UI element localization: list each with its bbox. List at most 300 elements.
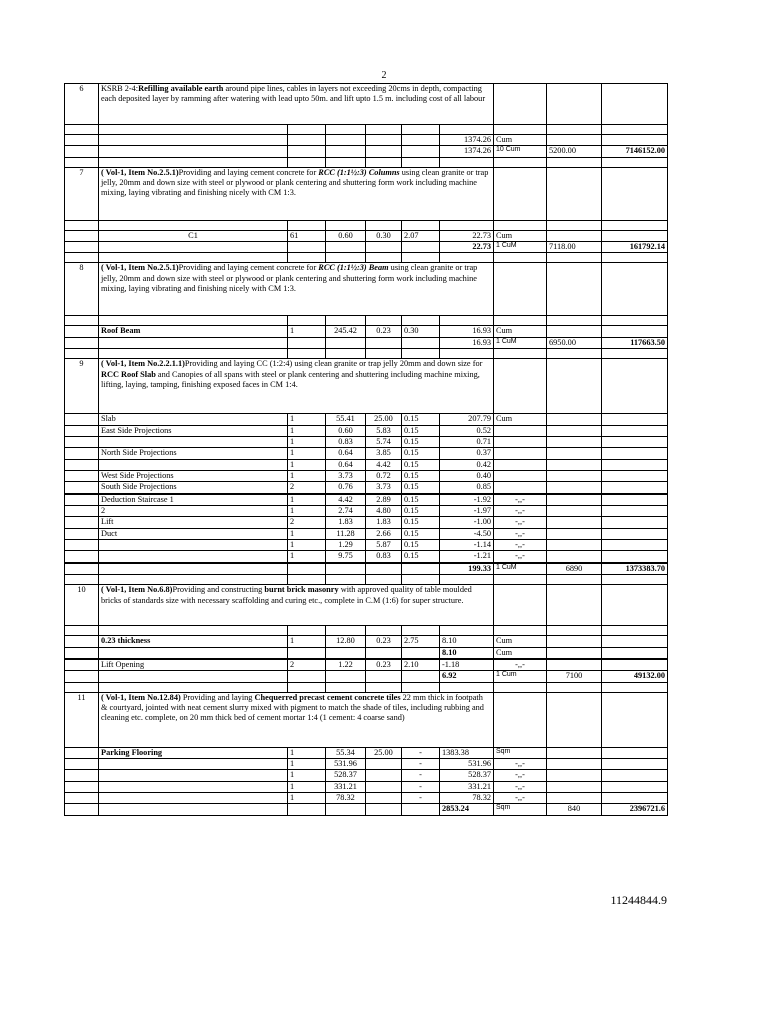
description-segment: ( Vol-1, Item No.2.5.1) xyxy=(101,263,179,273)
breadth-cell: 5.83 xyxy=(366,425,402,436)
rate-cell: 6950.00 xyxy=(547,337,602,348)
row-label: Roof Beam xyxy=(99,326,288,337)
breadth-cell: 0.30 xyxy=(366,230,402,241)
depth-cell: 0.15 xyxy=(402,506,440,517)
spacer-cell xyxy=(602,220,668,230)
breadth-cell xyxy=(366,146,402,157)
no-cell xyxy=(65,253,99,263)
amount-cell xyxy=(602,414,668,425)
spacer-cell xyxy=(547,349,602,359)
nos-cell xyxy=(288,563,326,575)
no-cell xyxy=(65,157,99,167)
breadth-cell xyxy=(366,647,402,658)
spacer-cell xyxy=(326,626,366,636)
spacer-cell xyxy=(402,157,440,167)
item-7-measurement-row xyxy=(65,242,668,253)
amount-cell xyxy=(602,436,668,447)
breadth-cell xyxy=(366,135,402,146)
spacer-cell xyxy=(366,349,402,359)
amount-cell xyxy=(602,770,668,781)
spacer-cell xyxy=(99,349,288,359)
spacer-cell xyxy=(402,253,440,263)
description-segment: burnt brick masonry xyxy=(264,585,339,595)
row-label xyxy=(99,146,288,157)
amount-cell xyxy=(602,326,668,337)
depth-cell xyxy=(402,804,440,815)
spacer-cell xyxy=(494,682,547,692)
description-segment: Providing and laying xyxy=(180,692,255,702)
spacer-cell xyxy=(602,682,668,692)
spacer-cell xyxy=(366,157,402,167)
row-label: South Side Projections xyxy=(99,482,288,493)
spacer-cell xyxy=(99,125,288,135)
unit-cell xyxy=(494,470,547,481)
length-cell: 528.37 xyxy=(326,770,366,781)
breadth-cell: 0.72 xyxy=(366,470,402,481)
unit-cell: Cum xyxy=(494,326,547,337)
spacer-cell xyxy=(288,316,326,326)
item-description xyxy=(99,84,494,125)
breadth-cell: 25.00 xyxy=(366,414,402,425)
quantity-cell: 8.10 xyxy=(440,647,494,658)
spacer-cell xyxy=(602,157,668,167)
amount-cell xyxy=(602,517,668,528)
nos-cell: 61 xyxy=(288,230,326,241)
rate-cell xyxy=(547,540,602,551)
nos-cell: 1 xyxy=(288,494,326,505)
rate-cell: 840 xyxy=(547,804,602,815)
breadth-cell: 2.89 xyxy=(366,494,402,505)
breadth-cell xyxy=(366,671,402,682)
rate-cell xyxy=(547,781,602,792)
depth-cell: 2.07 xyxy=(402,230,440,241)
breadth-cell: 0.23 xyxy=(366,326,402,337)
spacer-cell xyxy=(494,220,547,230)
breadth-cell: 25.00 xyxy=(366,747,402,758)
amount-cell xyxy=(602,482,668,493)
item-8-measurement-row xyxy=(65,326,668,337)
item-11-measurement-row xyxy=(65,758,668,769)
row-label xyxy=(99,459,288,470)
item-8-measurement-row xyxy=(65,337,668,348)
unit-cell xyxy=(494,425,547,436)
row-label xyxy=(99,337,288,348)
spacer-cell xyxy=(602,626,668,636)
depth-cell: 0.15 xyxy=(402,470,440,481)
unit-cell: -,,- xyxy=(494,528,547,539)
row-label xyxy=(99,671,288,682)
spacer-cell xyxy=(547,626,602,636)
item-9-measurement-row xyxy=(65,494,668,505)
spacer-row xyxy=(65,253,668,263)
spacer-row xyxy=(65,157,668,167)
rate-cell xyxy=(547,436,602,447)
depth-cell: 0.15 xyxy=(402,448,440,459)
spacer-cell xyxy=(547,575,602,585)
spacer-cell xyxy=(440,253,494,263)
spacer-row xyxy=(65,682,668,692)
row-label xyxy=(99,135,288,146)
unit-cell: -,,- xyxy=(494,517,547,528)
no-cell xyxy=(65,626,99,636)
quantity-cell: -1.97 xyxy=(440,506,494,517)
amount-cell xyxy=(602,528,668,539)
depth-cell: 2.10 xyxy=(402,659,440,670)
rate-cell xyxy=(547,636,602,647)
spacer-cell xyxy=(494,125,547,135)
unit-cell: -,,- xyxy=(494,781,547,792)
spacer-cell xyxy=(326,220,366,230)
description-segment: using clean granite or trap jelly, 20mm and down size with steel or plywood or plank centering and shuttering form work including machine mixing, laying vibrating and finishing nicely with CM 1:3. xyxy=(101,263,478,294)
row-label: North Side Projections xyxy=(99,448,288,459)
depth-cell: 0.15 xyxy=(402,528,440,539)
length-cell xyxy=(326,647,366,658)
no-cell xyxy=(65,671,99,682)
amount-cell xyxy=(602,506,668,517)
row-label xyxy=(99,551,288,563)
spacer-row xyxy=(65,220,668,230)
unit-cell: Cum xyxy=(494,230,547,241)
description-segment: Refilling available earth xyxy=(138,84,224,93)
breadth-cell: 4.42 xyxy=(366,459,402,470)
nos-cell: 1 xyxy=(288,540,326,551)
no-cell xyxy=(65,659,99,670)
no-cell xyxy=(65,517,99,528)
nos-cell: 1 xyxy=(288,770,326,781)
amount-cell xyxy=(602,448,668,459)
depth-cell: 0.15 xyxy=(402,540,440,551)
no-cell xyxy=(65,636,99,647)
length-cell: 55.34 xyxy=(326,747,366,758)
row-label: West Side Projections xyxy=(99,470,288,481)
spacer-cell xyxy=(547,125,602,135)
nos-cell xyxy=(288,671,326,682)
rate-cell xyxy=(547,482,602,493)
spacer-cell xyxy=(366,682,402,692)
length-cell xyxy=(326,135,366,146)
nos-cell: 1 xyxy=(288,459,326,470)
depth-cell: 0.15 xyxy=(402,414,440,425)
item-6-measurement-row xyxy=(65,146,668,157)
spacer-cell xyxy=(99,575,288,585)
spacer-cell xyxy=(440,682,494,692)
amount-cell xyxy=(602,263,668,316)
unit-cell: Sqm xyxy=(494,747,547,758)
unit-cell: -,,- xyxy=(494,659,547,670)
spacer-row xyxy=(65,349,668,359)
unit-cell xyxy=(494,167,547,220)
amount-cell: 1373383.70 xyxy=(602,563,668,575)
no-cell xyxy=(65,804,99,815)
rate-cell xyxy=(547,647,602,658)
depth-cell xyxy=(402,146,440,157)
rate-cell xyxy=(547,692,602,747)
length-cell: 1.22 xyxy=(326,659,366,670)
unit-cell: Cum xyxy=(494,414,547,425)
depth-cell xyxy=(402,337,440,348)
depth-cell: 2.75 xyxy=(402,636,440,647)
amount-cell xyxy=(602,470,668,481)
nos-cell xyxy=(288,804,326,815)
no-cell xyxy=(65,563,99,575)
description-segment: Providing and laying cement concrete for xyxy=(178,263,319,273)
spacer-cell xyxy=(288,220,326,230)
depth-cell: - xyxy=(402,747,440,758)
row-label xyxy=(99,647,288,658)
amount-cell xyxy=(602,459,668,470)
amount-cell xyxy=(602,659,668,670)
grand-total: 11244844.9 xyxy=(610,893,667,907)
depth-cell: 0.15 xyxy=(402,517,440,528)
spacer-cell xyxy=(494,626,547,636)
spacer-cell xyxy=(402,682,440,692)
nos-cell xyxy=(288,242,326,253)
spacer-cell xyxy=(99,626,288,636)
breadth-cell: 0.23 xyxy=(366,636,402,647)
quantity-cell: 6.92 xyxy=(440,671,494,682)
unit-cell xyxy=(494,585,547,626)
spacer-cell xyxy=(494,349,547,359)
no-cell xyxy=(65,494,99,505)
description-segment: RCC (1:1½:3) Columns xyxy=(318,167,400,177)
quantity-cell: 0.52 xyxy=(440,425,494,436)
nos-cell: 1 xyxy=(288,326,326,337)
spacer-row xyxy=(65,125,668,135)
item-6-measurement-row xyxy=(65,135,668,146)
bill-of-quantities-table xyxy=(64,83,668,816)
nos-cell xyxy=(288,135,326,146)
description-segment: RCC (1:1½:3) Beam xyxy=(318,263,389,273)
item-9-measurement-row xyxy=(65,448,668,459)
length-cell: 0.83 xyxy=(326,436,366,447)
nos-cell: 1 xyxy=(288,636,326,647)
no-cell xyxy=(65,770,99,781)
amount-cell: 161792.14 xyxy=(602,242,668,253)
breadth-cell: 5.74 xyxy=(366,436,402,447)
item-number: 9 xyxy=(65,359,99,414)
unit-cell: 1 CuM xyxy=(494,563,547,575)
spacer-cell xyxy=(547,157,602,167)
spacer-cell xyxy=(547,682,602,692)
unit-cell xyxy=(494,692,547,747)
description-segment: around pipe lines, cables in layers not exceeding 20cms in depth, compacting each deposited layer by ramming after watering with lead upto 50m. and lift upto 1.5 m. including cost of all labour xyxy=(101,84,486,104)
spacer-cell xyxy=(440,626,494,636)
no-cell xyxy=(65,793,99,804)
unit-cell: -,,- xyxy=(494,506,547,517)
depth-cell xyxy=(402,671,440,682)
length-cell: 78.32 xyxy=(326,793,366,804)
breadth-cell xyxy=(366,770,402,781)
rate-cell: 7100 xyxy=(547,671,602,682)
length-cell xyxy=(326,671,366,682)
depth-cell: 0.15 xyxy=(402,494,440,505)
unit-cell: -,,- xyxy=(494,494,547,505)
length-cell xyxy=(326,804,366,815)
description-segment: Chequerred precast cement concrete tiles xyxy=(254,692,401,702)
quantity-cell: 1374.26 xyxy=(440,146,494,157)
spacer-cell xyxy=(366,575,402,585)
spacer-cell xyxy=(326,575,366,585)
spacer-cell xyxy=(602,316,668,326)
item-9-measurement-row xyxy=(65,551,668,563)
spacer-row xyxy=(65,626,668,636)
item-9-description-row xyxy=(65,359,668,414)
amount-cell: 49132.00 xyxy=(602,671,668,682)
spacer-cell xyxy=(602,575,668,585)
breadth-cell: 4.80 xyxy=(366,506,402,517)
description-segment: Providing and constructing xyxy=(172,585,265,595)
quantity-cell: -1.18 xyxy=(440,659,494,670)
spacer-cell xyxy=(288,157,326,167)
description-segment: 22 mm thick in footpath & courtyard, jointed with neat cement slurry mixed with pigment to match the shade of tiles, including rubbing and cleaning etc. complete, on 20 mm thick bed of cement mortar 1:4 (1 cement: 4 coarse sand) xyxy=(101,692,484,723)
length-cell: 3.73 xyxy=(326,470,366,481)
unit-cell: Sqm xyxy=(494,804,547,815)
length-cell: 0.76 xyxy=(326,482,366,493)
amount-cell xyxy=(602,793,668,804)
depth-cell xyxy=(402,242,440,253)
spacer-cell xyxy=(288,349,326,359)
no-cell xyxy=(65,436,99,447)
item-number: 8 xyxy=(65,263,99,316)
length-cell: 1.83 xyxy=(326,517,366,528)
item-number: 7 xyxy=(65,167,99,220)
unit-cell: 1 CuM xyxy=(494,242,547,253)
no-cell xyxy=(65,647,99,658)
no-cell xyxy=(65,506,99,517)
length-cell: 12.80 xyxy=(326,636,366,647)
rate-cell xyxy=(547,517,602,528)
spacer-cell xyxy=(326,157,366,167)
description-segment: ( Vol-1, Item No.2.5.1) xyxy=(101,167,179,177)
no-cell xyxy=(65,758,99,769)
no-cell xyxy=(65,540,99,551)
spacer-cell xyxy=(366,253,402,263)
length-cell: 1.29 xyxy=(326,540,366,551)
description-segment: Providing and laying cement concrete for xyxy=(178,167,319,177)
item-9-measurement-row xyxy=(65,517,668,528)
nos-cell: 1 xyxy=(288,781,326,792)
row-label: Lift Opening xyxy=(99,659,288,670)
row-label xyxy=(99,436,288,447)
nos-cell: 1 xyxy=(288,793,326,804)
spacer-cell xyxy=(440,220,494,230)
nos-cell xyxy=(288,647,326,658)
rate-cell xyxy=(547,359,602,414)
breadth-cell: 2.66 xyxy=(366,528,402,539)
breadth-cell xyxy=(366,242,402,253)
length-cell: 531.96 xyxy=(326,758,366,769)
amount-cell xyxy=(602,425,668,436)
depth-cell: 0.15 xyxy=(402,425,440,436)
nos-cell: 1 xyxy=(288,747,326,758)
amount-cell xyxy=(602,359,668,414)
nos-cell: 1 xyxy=(288,470,326,481)
unit-cell xyxy=(494,359,547,414)
rate-cell xyxy=(547,263,602,316)
amount-cell xyxy=(602,540,668,551)
amount-cell xyxy=(602,636,668,647)
spacer-cell xyxy=(99,253,288,263)
depth-cell: - xyxy=(402,793,440,804)
quantity-cell: 0.71 xyxy=(440,436,494,447)
amount-cell xyxy=(602,647,668,658)
description-segment: KSRB 2-4: xyxy=(101,84,139,93)
no-cell xyxy=(65,125,99,135)
depth-cell: - xyxy=(402,758,440,769)
row-label xyxy=(99,540,288,551)
quantity-cell: -1.92 xyxy=(440,494,494,505)
item-9-measurement-row xyxy=(65,470,668,481)
quantity-cell: 78.32 xyxy=(440,793,494,804)
spacer-cell xyxy=(494,316,547,326)
row-label: 2 xyxy=(99,506,288,517)
breadth-cell xyxy=(366,337,402,348)
breadth-cell: 0.83 xyxy=(366,551,402,563)
breadth-cell: 3.85 xyxy=(366,448,402,459)
item-number: 10 xyxy=(65,585,99,626)
row-label: East Side Projections xyxy=(99,425,288,436)
no-cell xyxy=(65,146,99,157)
item-description xyxy=(99,692,494,747)
quantity-cell: 22.73 xyxy=(440,242,494,253)
description-segment: using clean granite or trap jelly, 20mm and down size with steel or plywood or plank centering and shuttering form work including machine mixing, laying vibrating and finishing nicely with CM 1:3. xyxy=(101,167,489,198)
spacer-cell xyxy=(99,682,288,692)
rate-cell xyxy=(547,494,602,505)
item-number: 11 xyxy=(65,692,99,747)
unit-cell xyxy=(494,459,547,470)
item-8-description-row xyxy=(65,263,668,316)
breadth-cell: 0.23 xyxy=(366,659,402,670)
unit-cell: Cum xyxy=(494,647,547,658)
item-7-measurement-row xyxy=(65,230,668,241)
spacer-cell xyxy=(440,125,494,135)
spacer-cell xyxy=(99,220,288,230)
spacer-cell xyxy=(602,349,668,359)
description-segment: ( Vol-1, Item No.6.8) xyxy=(101,585,173,595)
item-11-measurement-row xyxy=(65,793,668,804)
quantity-cell: 0.85 xyxy=(440,482,494,493)
amount-cell xyxy=(602,781,668,792)
breadth-cell: 1.83 xyxy=(366,517,402,528)
depth-cell: 0.30 xyxy=(402,326,440,337)
item-9-measurement-row xyxy=(65,540,668,551)
spacer-cell xyxy=(326,316,366,326)
no-cell xyxy=(65,414,99,425)
length-cell: 0.64 xyxy=(326,448,366,459)
spacer-cell xyxy=(440,575,494,585)
description-segment: ( Vol-1, Item No.2.2.1.1) xyxy=(101,359,185,369)
row-label xyxy=(99,563,288,575)
unit-cell: 10 Cum xyxy=(494,146,547,157)
nos-cell: 1 xyxy=(288,506,326,517)
quantity-cell: 1383.38 xyxy=(440,747,494,758)
no-cell xyxy=(65,326,99,337)
row-label: 0.23 thickness xyxy=(99,636,288,647)
unit-cell xyxy=(494,263,547,316)
quantity-cell: 16.93 xyxy=(440,326,494,337)
rate-cell xyxy=(547,459,602,470)
length-cell: 4.42 xyxy=(326,494,366,505)
length-cell: 0.60 xyxy=(326,230,366,241)
row-label xyxy=(99,804,288,815)
spacer-cell xyxy=(99,157,288,167)
rate-cell xyxy=(547,758,602,769)
amount-cell xyxy=(602,230,668,241)
rate-cell xyxy=(547,528,602,539)
rate-cell: 6890 xyxy=(547,563,602,575)
no-cell xyxy=(65,349,99,359)
spacer-row xyxy=(65,316,668,326)
